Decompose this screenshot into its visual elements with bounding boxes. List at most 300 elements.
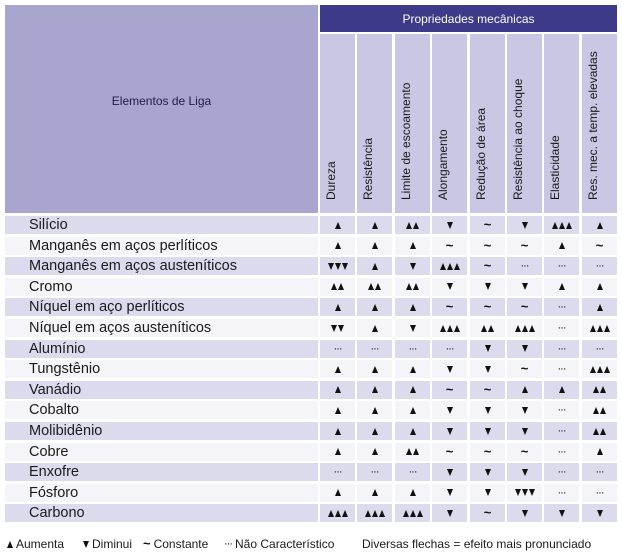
column-header-label: Alongamento — [435, 129, 450, 200]
dots-icon: ··· — [520, 260, 529, 273]
tilde-icon: ~ — [483, 217, 492, 232]
effect-cell — [357, 504, 392, 522]
arrow-up-icon — [372, 304, 378, 311]
effect-cell — [470, 216, 505, 234]
effect-cell — [582, 504, 617, 522]
dots-icon: ··· — [224, 538, 232, 550]
arrow-up-icon — [372, 263, 378, 270]
arrow-up-icon — [600, 407, 606, 414]
arrow-down-icon — [447, 469, 453, 476]
arrow-up-icon — [559, 386, 565, 393]
effect-cell — [432, 216, 467, 234]
arrow-down-icon — [485, 407, 491, 414]
effect-cell — [470, 401, 505, 419]
dots-icon: ··· — [557, 363, 566, 376]
effect-cell — [432, 484, 467, 502]
effect-cell — [507, 463, 542, 481]
table-header — [5, 5, 617, 213]
effect-cell — [507, 237, 542, 255]
arrow-up-icon — [522, 386, 528, 393]
effect-cell — [507, 216, 542, 234]
arrow-up-icon — [529, 325, 535, 332]
group-header-cell — [320, 5, 617, 32]
table-row — [5, 340, 617, 358]
element-name: Carbono — [5, 504, 318, 522]
table-row — [5, 381, 617, 399]
effect-cell — [357, 298, 392, 316]
effect-cell — [582, 422, 617, 440]
arrow-down-icon — [485, 469, 491, 476]
effect-cell — [582, 381, 617, 399]
column-header — [357, 34, 392, 213]
effect-cell — [544, 360, 579, 378]
column-header — [320, 34, 355, 213]
arrow-down-icon — [485, 428, 491, 435]
arrow-up-icon — [335, 489, 341, 496]
arrow-down-icon — [447, 489, 453, 496]
effect-cell — [507, 443, 542, 461]
tilde-icon: ~ — [520, 299, 529, 315]
arrow-up-icon — [406, 222, 412, 229]
arrow-up-icon — [372, 489, 378, 496]
arrow-down-icon — [485, 283, 491, 290]
arrow-down-icon — [559, 510, 565, 517]
table-row — [5, 237, 617, 255]
arrow-up-icon — [440, 263, 446, 270]
dots-icon: ··· — [557, 425, 566, 437]
effect-cell — [544, 319, 579, 337]
arrow-up-icon — [372, 510, 378, 517]
effect-cell — [395, 443, 430, 461]
arrow-up-icon — [372, 325, 378, 332]
arrow-up-icon — [600, 428, 606, 435]
element-name: Fósforo — [5, 484, 318, 502]
dots-icon: ··· — [408, 342, 417, 355]
table-row — [5, 278, 617, 296]
arrow-down-icon — [328, 263, 334, 270]
dots-icon: ··· — [557, 301, 566, 314]
arrow-up-icon — [559, 222, 565, 229]
tilde-icon: ~ — [483, 505, 492, 521]
column-header-label: Resistência ao choque — [510, 78, 525, 200]
table-row — [5, 504, 617, 522]
effect-cell — [432, 257, 467, 275]
arrow-down-icon — [410, 325, 416, 332]
arrow-up-icon — [372, 222, 378, 229]
effect-cell — [507, 484, 542, 502]
legend-note — [362, 537, 591, 551]
effect-cell — [395, 340, 430, 358]
effect-cell — [395, 504, 430, 522]
arrow-down-icon — [597, 510, 603, 517]
arrow-up-icon — [335, 222, 341, 229]
effect-cell — [320, 340, 355, 358]
dots-icon: ··· — [595, 466, 604, 479]
effect-cell — [582, 216, 617, 234]
row-header-cell — [5, 5, 318, 213]
group-header-label: Propriedades mecânicas — [402, 11, 535, 26]
legend — [5, 536, 617, 554]
arrow-up-icon — [440, 325, 446, 332]
tilde-icon: ~ — [483, 299, 492, 315]
effect-cell — [544, 484, 579, 502]
effect-cell — [357, 216, 392, 234]
effect-cell — [582, 443, 617, 461]
effect-cell — [544, 237, 579, 255]
column-header — [507, 34, 542, 213]
arrow-up-icon — [593, 428, 599, 435]
effect-cell — [470, 360, 505, 378]
tilde-icon: ~ — [143, 536, 151, 551]
effect-cell — [544, 443, 579, 461]
tilde-icon: ~ — [445, 443, 454, 459]
arrow-up-icon — [7, 541, 13, 548]
effect-cell — [320, 237, 355, 255]
element-name: Cobalto — [5, 401, 318, 419]
column-header-label: Resistência — [360, 137, 375, 200]
arrow-down-icon — [522, 510, 528, 517]
arrow-up-icon — [372, 366, 378, 373]
effect-cell — [544, 504, 579, 522]
arrow-up-icon — [413, 283, 419, 290]
effect-cell — [507, 381, 542, 399]
effect-cell — [470, 422, 505, 440]
effect-cell — [320, 278, 355, 296]
effect-cell — [432, 504, 467, 522]
effect-cell — [470, 278, 505, 296]
arrow-up-icon — [593, 386, 599, 393]
arrow-down-icon — [522, 283, 528, 290]
arrow-up-icon — [328, 510, 334, 517]
effect-cell — [544, 278, 579, 296]
arrow-down-icon — [447, 283, 453, 290]
effect-cell — [432, 278, 467, 296]
effect-cell — [544, 381, 579, 399]
legend-constant — [143, 537, 208, 551]
effect-cell — [395, 484, 430, 502]
effect-cell — [357, 278, 392, 296]
arrow-up-icon — [593, 407, 599, 414]
element-name: Níquel em aço perlíticos — [5, 298, 318, 316]
arrow-up-icon — [365, 510, 371, 517]
effect-cell — [395, 237, 430, 255]
arrow-up-icon — [331, 283, 337, 290]
arrow-up-icon — [566, 222, 572, 229]
arrow-up-icon — [597, 304, 603, 311]
arrow-down-icon — [529, 489, 535, 496]
effect-cell — [320, 298, 355, 316]
table-row — [5, 298, 617, 316]
arrow-down-icon — [447, 428, 453, 435]
effect-cell — [395, 257, 430, 275]
tilde-icon: ~ — [595, 237, 604, 253]
tilde-icon: ~ — [520, 443, 529, 459]
arrow-up-icon — [372, 407, 378, 414]
arrow-up-icon — [379, 510, 385, 517]
arrow-down-icon — [522, 428, 528, 435]
element-name: Alumínio — [5, 340, 318, 358]
table-row — [5, 484, 617, 502]
dots-icon: ··· — [557, 342, 566, 355]
arrow-up-icon — [447, 263, 453, 270]
effect-cell — [357, 401, 392, 419]
element-name: Silício — [5, 216, 318, 234]
arrow-down-icon — [342, 263, 348, 270]
arrow-down-icon — [522, 489, 528, 496]
effect-cell — [320, 319, 355, 337]
arrow-up-icon — [403, 510, 409, 517]
effect-cell — [582, 484, 617, 502]
arrow-up-icon — [604, 366, 610, 373]
effect-cell — [582, 298, 617, 316]
dots-icon: ··· — [333, 342, 342, 355]
column-header — [470, 34, 505, 213]
effect-cell — [544, 340, 579, 358]
arrow-down-icon — [515, 489, 521, 496]
alloy-properties-table — [5, 5, 617, 522]
arrow-up-icon — [410, 510, 416, 517]
arrow-up-icon — [454, 263, 460, 270]
dots-icon: ··· — [595, 342, 604, 355]
effect-cell — [470, 257, 505, 275]
table-row — [5, 319, 617, 337]
effect-cell — [582, 463, 617, 481]
arrow-up-icon — [372, 242, 378, 249]
column-header-label: Dureza — [323, 161, 338, 200]
effect-cell — [544, 422, 579, 440]
effect-cell — [432, 381, 467, 399]
effect-cell — [357, 319, 392, 337]
arrow-up-icon — [590, 366, 596, 373]
effect-cell — [507, 278, 542, 296]
arrow-up-icon — [597, 283, 603, 290]
arrow-up-icon — [406, 283, 412, 290]
arrow-down-icon — [522, 345, 528, 352]
arrow-down-icon — [447, 407, 453, 414]
effect-cell — [320, 422, 355, 440]
arrow-up-icon — [372, 386, 378, 393]
effect-cell — [544, 216, 579, 234]
effect-cell — [582, 401, 617, 419]
arrow-up-icon — [335, 428, 341, 435]
element-name: Níquel em aços austeníticos — [5, 319, 318, 337]
arrow-up-icon — [559, 242, 565, 249]
legend-increase-label: Aumenta — [16, 537, 65, 551]
arrow-up-icon — [559, 283, 565, 290]
table-row — [5, 360, 617, 378]
legend-decrease-label: Diminui — [92, 537, 133, 551]
effect-cell — [544, 298, 579, 316]
dots-icon: ··· — [557, 445, 566, 458]
arrow-up-icon — [410, 386, 416, 393]
effect-cell — [320, 257, 355, 275]
dots-icon: ··· — [557, 322, 566, 334]
effect-cell — [507, 360, 542, 378]
effect-cell — [507, 340, 542, 358]
effect-cell — [395, 401, 430, 419]
arrow-up-icon — [597, 222, 603, 229]
dots-icon: ··· — [370, 342, 379, 355]
arrow-down-icon — [485, 345, 491, 352]
effect-cell — [470, 504, 505, 522]
arrow-up-icon — [335, 407, 341, 414]
column-header-label: Res. mec. a temp. elevadas — [585, 51, 600, 200]
arrow-up-icon — [522, 325, 528, 332]
arrow-up-icon — [410, 489, 416, 496]
effect-cell — [507, 257, 542, 275]
arrow-down-icon — [410, 263, 416, 270]
arrow-down-icon — [485, 489, 491, 496]
arrow-up-icon — [410, 407, 416, 414]
effect-cell — [432, 298, 467, 316]
dots-icon: ··· — [445, 342, 454, 355]
legend-constant-label: Constante — [153, 537, 209, 551]
arrow-up-icon — [417, 510, 423, 517]
arrow-up-icon — [410, 428, 416, 435]
effect-cell — [432, 360, 467, 378]
effect-cell — [470, 340, 505, 358]
arrow-up-icon — [335, 242, 341, 249]
row-header-label: Elementos de Liga — [111, 94, 212, 108]
column-header — [582, 34, 617, 213]
effect-cell — [470, 319, 505, 337]
effect-cell — [357, 257, 392, 275]
effect-cell — [582, 237, 617, 255]
legend-increase — [7, 537, 64, 551]
arrow-up-icon — [515, 325, 521, 332]
effect-cell — [320, 463, 355, 481]
effect-cell — [544, 401, 579, 419]
arrow-up-icon — [410, 366, 416, 373]
arrow-up-icon — [406, 448, 412, 455]
effect-cell — [470, 237, 505, 255]
arrow-down-icon — [522, 222, 528, 229]
arrow-up-icon — [552, 222, 558, 229]
effect-cell — [582, 257, 617, 275]
effect-cell — [507, 401, 542, 419]
element-name: Vanádio — [5, 381, 318, 399]
effect-cell — [320, 381, 355, 399]
effect-cell — [320, 401, 355, 419]
arrow-down-icon — [447, 222, 453, 229]
column-header — [544, 34, 579, 213]
tilde-icon: ~ — [520, 237, 529, 253]
tilde-icon: ~ — [445, 237, 454, 253]
arrow-down-icon — [485, 366, 491, 373]
arrow-down-icon — [522, 469, 528, 476]
effect-cell — [582, 360, 617, 378]
column-header-label: Limite de escoamento — [398, 82, 413, 200]
element-name: Cromo — [5, 278, 318, 296]
arrow-up-icon — [372, 448, 378, 455]
arrow-up-icon — [597, 366, 603, 373]
element-name: Enxofre — [5, 463, 318, 481]
tilde-icon: ~ — [445, 381, 454, 397]
arrow-down-icon — [522, 407, 528, 414]
table-row — [5, 401, 617, 419]
effect-cell — [470, 381, 505, 399]
dots-icon: ··· — [595, 260, 604, 273]
arrow-up-icon — [481, 325, 487, 332]
arrow-down-icon — [338, 325, 344, 332]
legend-not-characteristic-label: Não Característico — [235, 537, 335, 551]
arrow-up-icon — [372, 428, 378, 435]
effect-cell — [395, 319, 430, 337]
effect-cell — [320, 443, 355, 461]
arrow-up-icon — [597, 448, 603, 455]
table-row — [5, 257, 617, 275]
effect-cell — [432, 422, 467, 440]
effect-cell — [432, 463, 467, 481]
effect-cell — [357, 381, 392, 399]
effect-cell — [507, 319, 542, 337]
arrow-up-icon — [338, 283, 344, 290]
arrow-up-icon — [447, 325, 453, 332]
tilde-icon: ~ — [483, 443, 492, 459]
tilde-icon: ~ — [445, 299, 454, 315]
effect-cell — [395, 381, 430, 399]
column-header — [395, 34, 430, 213]
arrow-up-icon — [375, 283, 381, 290]
arrow-up-icon — [335, 448, 341, 455]
arrow-up-icon — [335, 510, 341, 517]
effect-cell — [320, 216, 355, 234]
arrow-down-icon — [447, 366, 453, 373]
element-name: Cobre — [5, 443, 318, 461]
effect-cell — [470, 463, 505, 481]
tilde-icon: ~ — [520, 361, 529, 377]
arrow-up-icon — [590, 325, 596, 332]
effect-cell — [395, 278, 430, 296]
arrow-down-icon — [331, 325, 337, 332]
dots-icon: ··· — [557, 260, 566, 273]
arrow-up-icon — [413, 222, 419, 229]
legend-decrease — [83, 537, 132, 551]
arrow-up-icon — [454, 325, 460, 332]
arrow-down-icon — [83, 541, 89, 548]
effect-cell — [320, 504, 355, 522]
effect-cell — [544, 257, 579, 275]
arrow-up-icon — [368, 283, 374, 290]
arrow-up-icon — [335, 304, 341, 311]
tilde-icon: ~ — [483, 381, 492, 397]
element-name: Tungstênio — [5, 360, 318, 378]
table-row — [5, 422, 617, 440]
effect-cell — [582, 278, 617, 296]
effect-cell — [320, 484, 355, 502]
dots-icon: ··· — [595, 486, 604, 499]
arrow-up-icon — [410, 242, 416, 249]
effect-cell — [470, 484, 505, 502]
arrow-up-icon — [413, 448, 419, 455]
effect-cell — [432, 443, 467, 461]
arrow-up-icon — [597, 325, 603, 332]
table-row — [5, 463, 617, 481]
dots-icon: ··· — [557, 486, 566, 499]
element-name: Manganês em aços austeníticos — [5, 257, 318, 275]
arrow-up-icon — [488, 325, 494, 332]
effect-cell — [507, 422, 542, 440]
effect-cell — [544, 463, 579, 481]
effect-cell — [507, 298, 542, 316]
effect-cell — [432, 401, 467, 419]
effect-cell — [357, 237, 392, 255]
element-name: Molibidênio — [5, 422, 318, 440]
dots-icon: ··· — [557, 404, 566, 417]
effect-cell — [395, 463, 430, 481]
dots-icon: ··· — [557, 466, 566, 479]
column-header — [432, 34, 467, 213]
